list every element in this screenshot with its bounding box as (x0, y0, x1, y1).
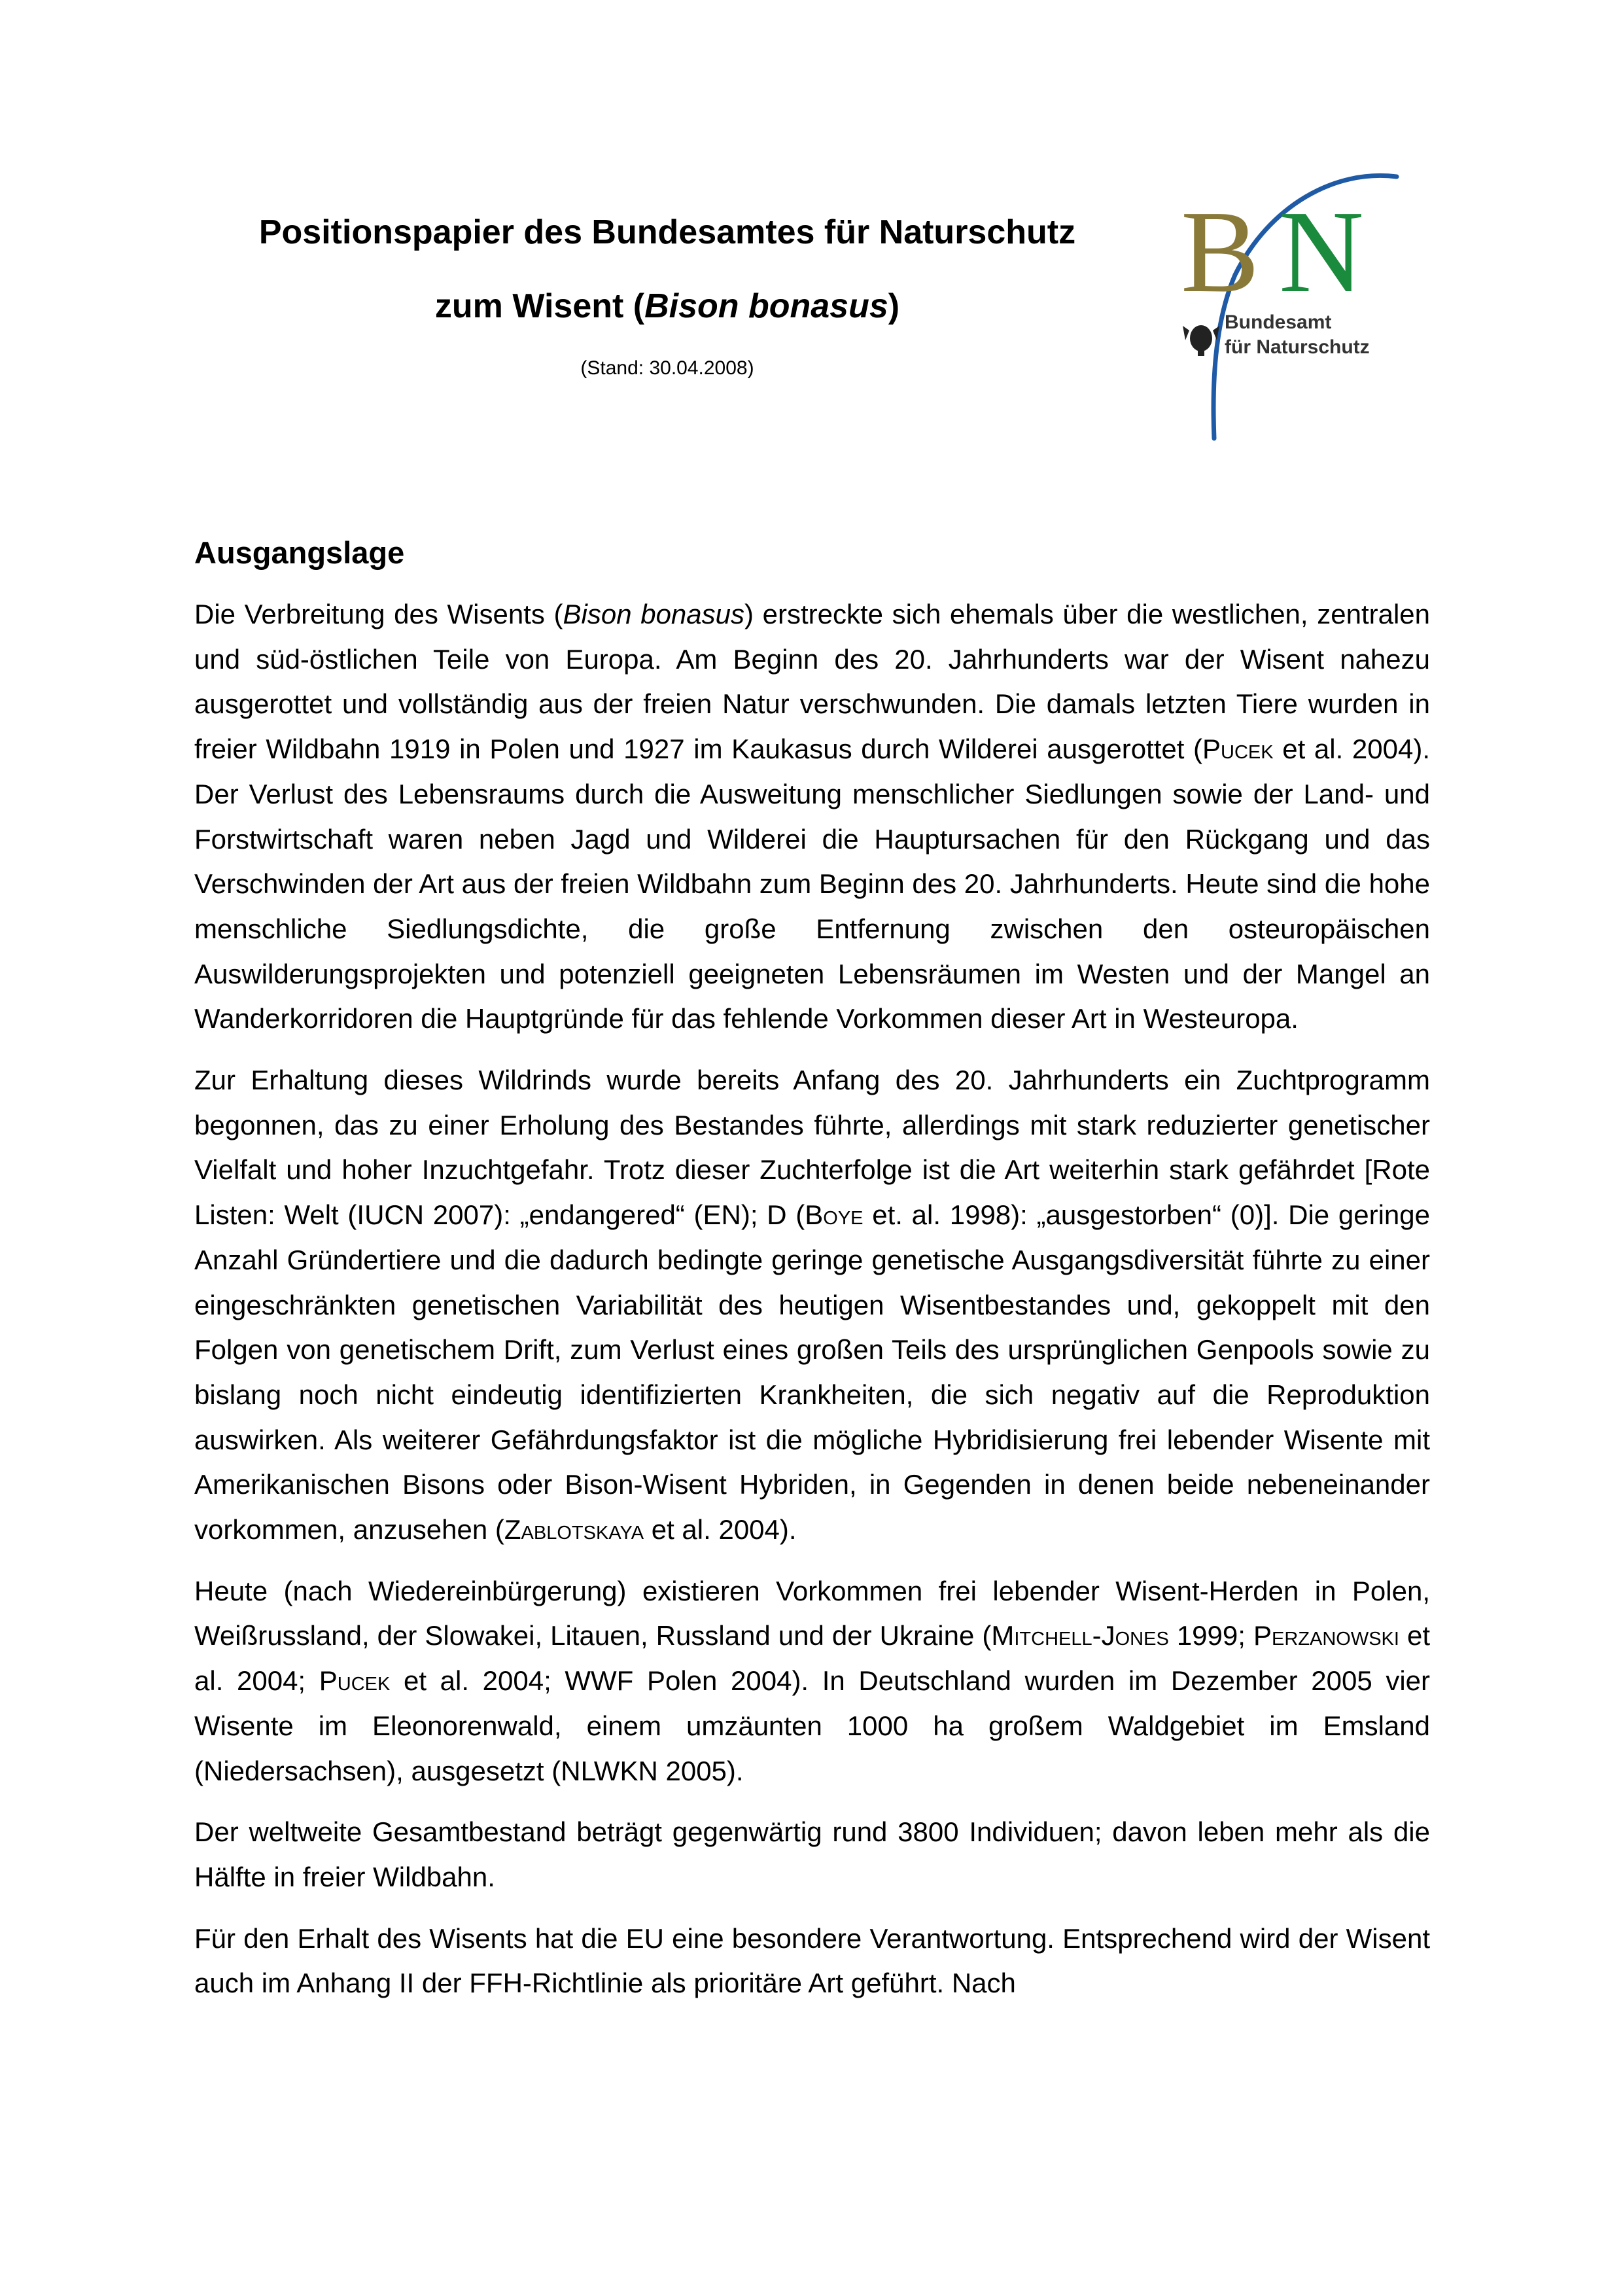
bfn-logo (1171, 157, 1446, 451)
document-body (194, 592, 1430, 2022)
paragraph-2: Zur Erhaltung dieses Wildrinds wurde bereits Anfang des 20. Jahrhunderts ein Zuchtprogramm begonnen, das zu einer Erholung des Bestandes führte, allerdings mit stark reduzierter genetischer Vielfalt und hoher Inzuchtgefahr. Trotz dieser Zuchterfolge ist die Art weiterhin stark gefährdet [Rote Listen: Welt (IUCN 2007): „endangered“ (EN); D (Boye et. al. 1998): „ausgestorben“ (0)]. Die geringe Anzahl Gründertiere und die dadurch bedingte geringe genetische Ausgangsdiversität führte zu einer eingeschränkten genetischen Variabilität des heutigen Wisentbestandes und, gekoppelt mit den Folgen von genetischem Drift, zum Verlust eines großen Teils des ursprünglichen Genpools sowie zu bislang noch nicht eindeutig identifizierten Krankheiten, die sich negativ auf die Reproduktion auswirken. Als weiterer Gefährdungsfaktor ist die mögliche Hybridisierung frei lebender Wisente mit Amerikanischen Bisons oder Bison-Wisent Hybriden, in Gegenden in denen beide nebeneinander vorkommen, anzusehen (Zablotskaya et al. 2004). (194, 1065, 1430, 1545)
species-name-inline: Bison bonasus (563, 599, 745, 629)
citation-author: Pucek (1202, 733, 1274, 765)
paragraph-1: Die Verbreitung des Wisents (Bison bonasus) erstreckte sich ehemals über die westlichen, zentralen und süd-östlichen Teile von Europa. Am Beginn des 20. Jahrhunderts war der Wisent nahezu ausgerottet und vollständig aus der freien Natur verschwunden. Die damals letzten Tiere wurden in freier Wildbahn 1919 in Polen und 1927 im Kaukasus durch Wilderei ausgerottet (Pucek et al. 2004). Der Verlust des Lebensraums durch die Ausweitung menschlicher Siedlungen sowie der Land- und Forstwirtschaft waren neben Jagd und Wilderei die Hauptursachen für den Rückgang und das Verschwinden der Art aus der freien Wildbahn zum Beginn des 20. Jahrhunderts. Heute sind die hohe menschliche Siedlungsdichte, die große Entfernung zwischen den osteuropäischen Auswilderungsprojekten und potenziell geeigneten Lebensräumen im Westen und der Mangel an Wanderkorridoren die Hauptgründe für das fehlende Vorkommen dieser Art in Westeuropa. (194, 599, 1431, 1034)
citation-author: Boye (805, 1199, 864, 1231)
stand-date: (Stand: 30.04.2008) (580, 357, 754, 379)
paragraph-4: Der weltweite Gesamtbestand beträgt gegenwärtig rund 3800 Individuen; davon leben mehr als die Hälfte in freier Wildbahn. (194, 1816, 1430, 1892)
document-title: Positionspapier des Bundesamtes für Naturschutz (258, 213, 1076, 251)
paragraph-5: Für den Erhalt des Wisents hat die EU eine besondere Verantwortung. Entsprechend wird der Wisent auch im Anhang II der FFH-Richtlinie als prioritäre Art geführt. Nach (194, 1922, 1430, 1999)
logo-org-line1: Bundesamt (1225, 311, 1332, 333)
logo-letter-n: N (1279, 186, 1364, 317)
subtitle-prefix: zum Wisent ( (434, 287, 645, 325)
paragraph-3: Heute (nach Wiedereinbürgerung) existieren Vorkommen frei lebender Wisent-Herden in Polen, Weißrussland, der Slowakei, Litauen, Russland und der Ukraine (Mitchell-Jones 1999; Perzanowski et al. 2004; Pucek et al. 2004; WWF Polen 2004). In Deutschland wurden im Dezember 2005 vier Wisente im Eleonorenwald, einem umzäunten 1000 ha großem Waldgebiet im Emsland (Niedersachsen), ausgesetzt (NLWKN 2005). (194, 1575, 1431, 1786)
subtitle-suffix: ) (888, 287, 900, 325)
species-name: Bison bonasus (644, 287, 888, 325)
logo-org-line2: für Naturschutz (1225, 336, 1370, 358)
document-subtitle (190, 287, 1145, 326)
citation-author: Perzanowski (1253, 1620, 1399, 1651)
section-heading: Ausgangslage (194, 535, 405, 570)
logo-letter-b: B (1181, 186, 1260, 317)
citation-author: Mitchell-Jones (991, 1620, 1169, 1651)
eagle-icon (1183, 325, 1219, 356)
citation-author: Zablotskaya (504, 1514, 644, 1545)
citation-author: Pucek (319, 1665, 391, 1697)
